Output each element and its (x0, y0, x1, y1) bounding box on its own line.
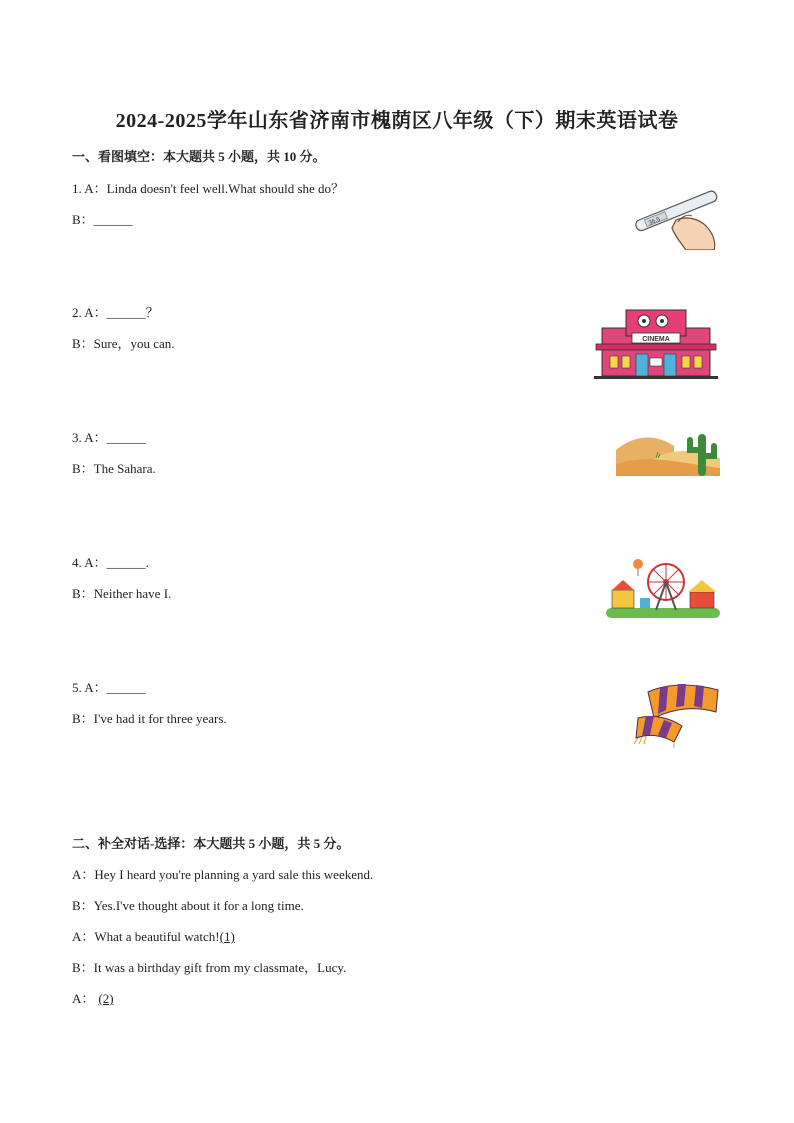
q5-line-a: 5. A：______ (72, 680, 146, 695)
thermometer-reading: 36.5 (648, 216, 662, 227)
dialogue-line-5-text: A： (72, 991, 95, 1006)
dialogue-line-1 (72, 864, 373, 883)
q1-line-a: 1. A：Linda doesn't feel well.What should she do？ (72, 181, 345, 196)
q3-line-a: 3. A：______ (72, 430, 146, 445)
dialogue-line-4 (72, 957, 346, 976)
cinema-image (592, 306, 720, 380)
amusement-park-image (604, 554, 722, 620)
scarf-image (630, 678, 722, 750)
section-2-heading: 二、补全对话-选择：本大题共 5 小题，共 5 分。 (72, 836, 350, 851)
q5-line-b: B：I've had it for three years. (72, 711, 227, 726)
dialogue-line-3-text: A：What a beautiful watch! (72, 929, 220, 944)
blank-1[interactable]: (1) (219, 929, 235, 944)
q3-line-b: B：The Sahara. (72, 461, 156, 476)
dialogue-line-4-text: B：It was a birthday gift from my classmate，Lucy. (72, 960, 347, 975)
dialogue-line-2-text: B：Yes.I've thought about it for a long time. (72, 898, 304, 913)
thermometer-hand-image (628, 176, 722, 250)
dialogue-line-2 (72, 895, 304, 914)
section-1-heading: 一、看图填空：本大题共 5 小题，共 10 分。 (72, 149, 326, 164)
dialogue-line-5 (72, 988, 114, 1007)
dialogue-line-1-text: A：Hey I heard you're planning a yard sale this weekend. (72, 867, 374, 882)
q4-line-a: 4. A：______. (72, 555, 149, 570)
q1-line-b: B：______ (72, 212, 133, 227)
q4-line-b: B：Neither have I. (72, 586, 172, 601)
page-title: 2024-2025学年山东省济南市槐荫区八年级（下）期末英语试卷 (115, 110, 679, 132)
cinema-sign-text: CINEMA (642, 336, 670, 343)
q2-line-b: B：Sure，you can. (72, 336, 175, 351)
dialogue-line-3 (72, 926, 235, 945)
q2-line-a: 2. A：______？ (72, 305, 159, 320)
blank-2[interactable]: (2) (98, 991, 114, 1006)
desert-cactus-image (616, 428, 720, 478)
